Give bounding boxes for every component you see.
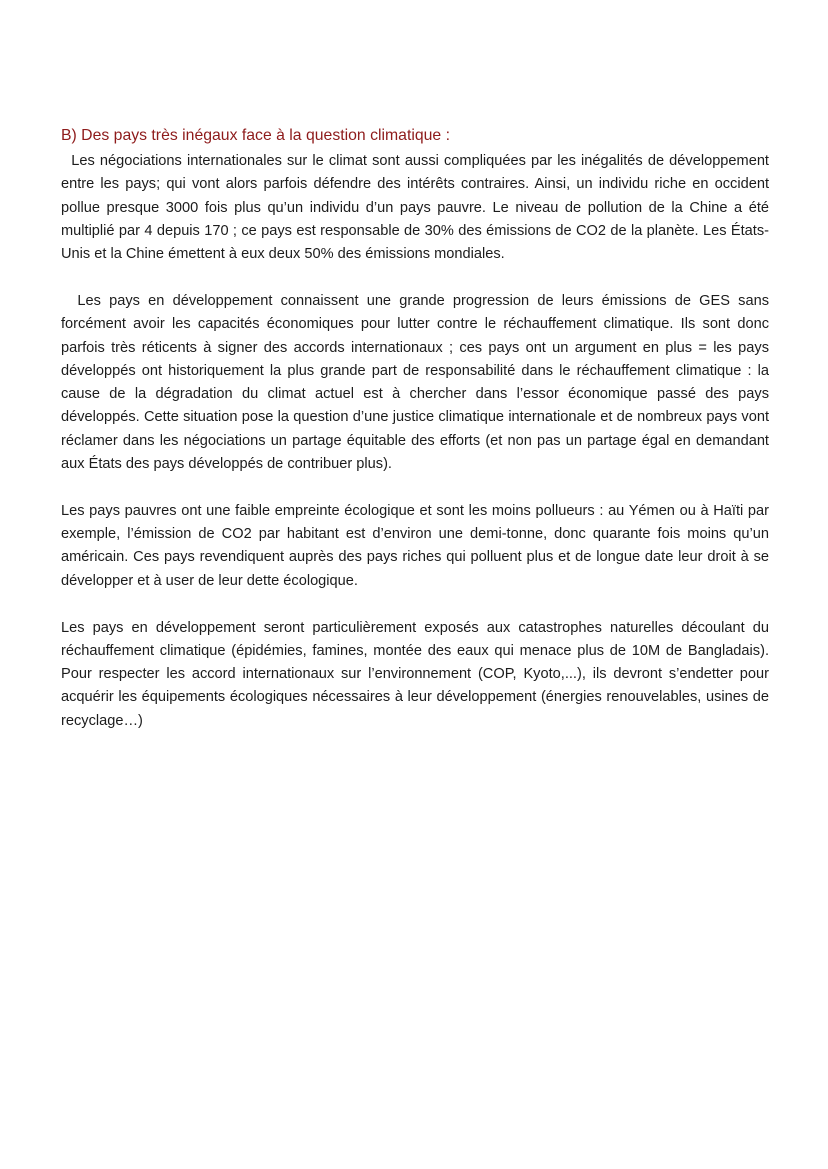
paragraph-developing-emissions: Les pays en développement connaissent une grande progression de leurs émissions de GES sans forcément avoir les capacités économiques pour lutter contre le réchauffement climatique. Ils sont donc parfois très réticents à signer des accords internationaux ; ces pays ont un argument en plus = les pays développés ont historiquement la plus grande part de responsabilité dans le réchauffement climatique : la cause de la dégradation du climat actuel est à chercher dans l’essor économique passé des pays développés. Cette situation pose la question d’une justice climatique internationale et de nombreux pays vont réclamer dans les négociations un partage équitable des efforts (et non pas un partage égal en demandant aux États des pays développés de contribuer plus). [61, 292, 769, 473]
section-heading: B) Des pays très inégaux face à la question climatique : [61, 127, 450, 144]
paragraph-spacer [61, 476, 769, 500]
paragraph-poor-countries: Les pays pauvres ont une faible empreinte écologique et sont les moins pollueurs : au Yémen ou à Haïti par exemple, l’émission de CO2 par habitant est d’environ une demi-tonne, donc quarante fois moins qu’un américain. Ces pays revendiquent auprès des pays riches qui polluent plus et de longue date leur droit à se développer et à user de leur dette écologique. [61, 502, 769, 589]
paragraph-spacer [61, 593, 769, 617]
paragraph-climate-negotiations: Les négociations internationales sur le climat sont aussi compliquées par les inégalités de développement entre les pays; qui vont alors parfois défendre des intérêts contraires. Ainsi, un individu riche en occident pollue presque 3000 fois plus qu’un individu d’un pays pauvre. Le niveau de pollution de la Chine a été multiplié par 4 depuis 170 ; ce pays est responsable de 30% des émissions de CO2 de la planète. Les États-Unis et la Chine émettent à eux deux 50% des émissions mondiales. [61, 153, 769, 263]
section-b [61, 126, 769, 733]
paragraph-natural-disasters: Les pays en développement seront particulièrement exposés aux catastrophes naturelles découlant du réchauffement climatique (épidémies, famines, montée des eaux qui menace plus de 10M de Bangladais). Pour respecter les accord internationaux sur l’environnement (COP, Kyoto,...), ils devront s’endetter pour acquérir les équipements écologiques nécessaires à leur développement (énergies renouvelables, usines de recyclage…) [61, 619, 769, 729]
paragraph-spacer [61, 266, 769, 290]
